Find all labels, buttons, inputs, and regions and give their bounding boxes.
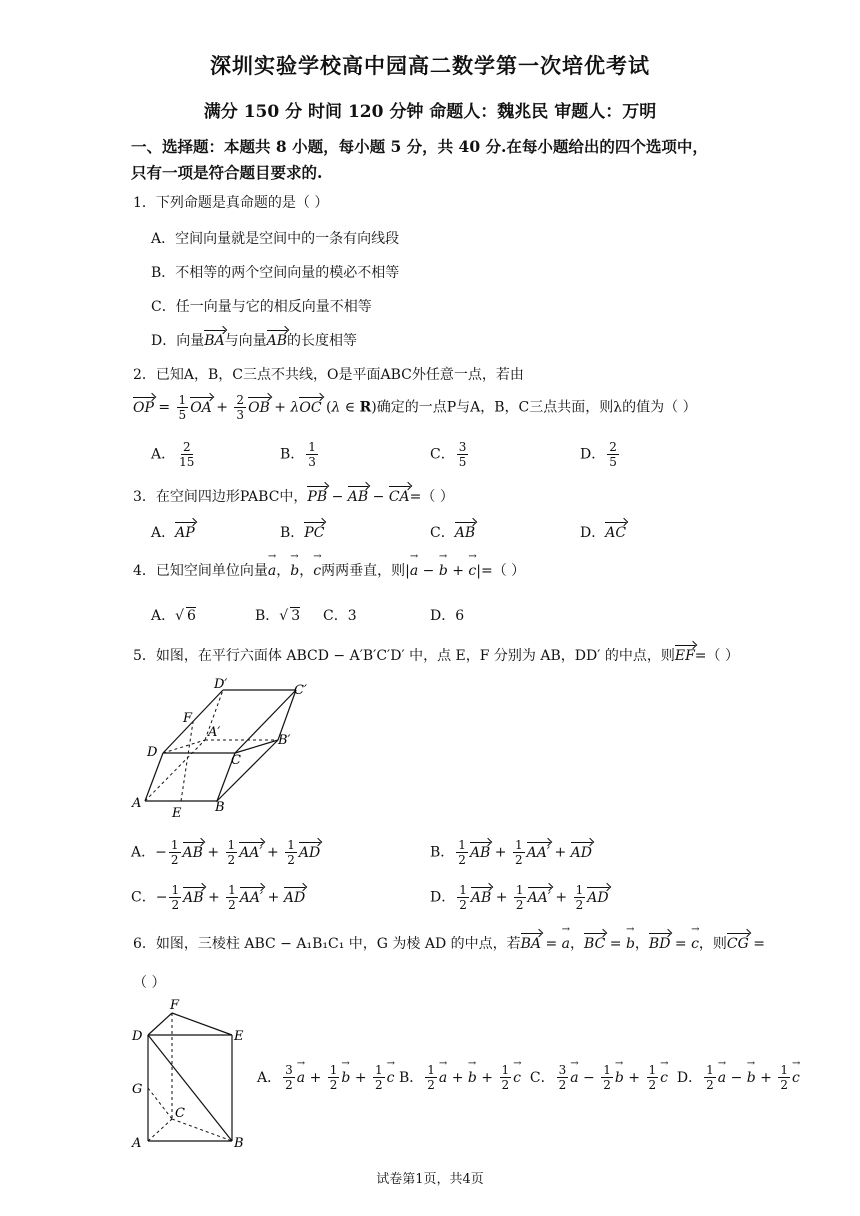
- q6-stem: 6．如图，三棱柱 ABC − A₁B₁C₁ 中，G 为棱 AD 的中点，若BA = → a，BC = → b，BD = → c，则CG =: [133, 933, 765, 953]
- q6-paren: （ ）: [133, 975, 166, 991]
- q5-option-b: B． $\frac{1}{2}$ AB + $\frac{1}{2}$ AA′ + AD: [430, 838, 593, 867]
- label-a: A: [132, 1136, 142, 1151]
- q6-options: [257, 1063, 800, 1092]
- q2-condition: OP = $\frac{1}{5}$ OA + $\frac{2}{3}$ OB + λOC (λ ∈ R)确定的一点P与A，B，C三点共面，则λ的值为（ ）: [133, 393, 697, 422]
- q2-option-c: C． $\frac{3}{5}$: [430, 440, 467, 469]
- q1-option-c: C．任一向量与它的相反向量不相等: [151, 299, 372, 315]
- q1-option-b: B．不相等的两个空间向量的模必不相等: [151, 265, 400, 281]
- q6-option-b: B． $\frac{1}{2}$ → a + → b + $\frac{1}{2}$ → c: [399, 1070, 521, 1086]
- q2-option-a: A． $\frac{2}{15}$: [151, 440, 195, 469]
- label-d: D: [132, 1029, 143, 1044]
- q6-option-d: D． $\frac{1}{2}$ → a − → b + $\frac{1}{2}$ → c: [677, 1070, 800, 1086]
- q1-stem: 1．下列命题是真命题的是（ ）: [133, 195, 329, 211]
- q3-option-a: A．AP: [151, 525, 195, 541]
- q6-option-c: C． $\frac{3}{2}$ → a − $\frac{1}{2}$ → b + $\frac{1}{2}$ → c: [530, 1070, 668, 1086]
- q5-option-d: D． $\frac{1}{2}$ AB + $\frac{1}{2}$ AA′ + $\frac{1}{2}$ AD: [430, 883, 609, 912]
- label-b-prime: B′: [278, 733, 291, 748]
- section-heading-line1: 一、选择题：本题共 8 小题，每小题 5 分，共 40 分.在每小题给出的四个选项中，: [131, 137, 708, 156]
- label-a-prime: A′: [208, 725, 221, 740]
- q4-option-b: B．√ 3: [255, 608, 301, 624]
- label-c-prime: C′: [294, 683, 307, 698]
- q3-option-d: D．AC: [580, 525, 627, 541]
- label-g: G: [132, 1082, 143, 1097]
- q4-stem: 4．已知空间单位向量→ a，→ b，→ c两两垂直，则|→ a − → b + → c|=（ ）: [133, 560, 525, 580]
- label-f: F: [170, 998, 180, 1013]
- label-c: C: [231, 753, 241, 768]
- label-d: D: [147, 745, 158, 760]
- q4-option-d: D．6: [430, 608, 465, 624]
- label-f: F: [183, 711, 193, 726]
- q4-option-a: A．√ 6: [151, 608, 196, 624]
- q2-option-d: D． $\frac{2}{5}$: [580, 440, 617, 469]
- exam-info: 满分 150 分 时间 120 分钟 命题人：魏兆民 审题人：万明: [203, 102, 657, 122]
- q1-option-a: A．空间向量就是空间中的一条有向线段: [151, 231, 400, 247]
- q5-option-c: C．− $\frac{1}{2}$ AB + $\frac{1}{2}$ AA′ + AD: [131, 883, 306, 912]
- label-e: E: [172, 806, 182, 820]
- q6-option-a: A． $\frac{3}{2}$ → a + $\frac{1}{2}$ → b + $\frac{1}{2}$ → c: [257, 1070, 395, 1086]
- q5-stem: 5．如图，在平行六面体 ABCD − A′B′C′D′ 中，点 E，F 分别为 AB，DD′ 的中点，则EF=（ ）: [133, 648, 739, 664]
- q3-option-b: B．PC: [280, 525, 325, 541]
- label-b: B: [215, 800, 225, 815]
- page-footer: 试卷第1页，共4页: [376, 1172, 484, 1187]
- vector-ba: BA: [204, 333, 225, 349]
- q2-stem: 2．已知A，B，C三点不共线，O是平面ABC外任意一点，若由: [133, 367, 524, 383]
- q3-option-c: C．AB: [430, 525, 476, 541]
- section-heading-line2: 只有一项是符合题目要求的.: [131, 163, 323, 182]
- label-b: B: [234, 1136, 244, 1151]
- vector-ab: AB: [266, 333, 288, 349]
- q3-stem: 3．在空间四边形PABC中，PB − AB − CA=（ ）: [133, 489, 454, 505]
- triangular-prism-figure: [128, 995, 250, 1155]
- q1-option-d: D．向量BA与向量AB的长度相等: [151, 333, 358, 349]
- q5-option-a: A．− $\frac{1}{2}$ AB + $\frac{1}{2}$ AA′ + $\frac{1}{2}$ AD: [131, 838, 321, 867]
- q4-option-c: C．3: [323, 608, 357, 624]
- parallelepiped-figure: [128, 675, 328, 820]
- label-a: A: [132, 796, 142, 811]
- q2-option-b: B． $\frac{1}{3}$: [280, 440, 316, 469]
- label-e: E: [234, 1029, 244, 1044]
- label-d-prime: D′: [214, 677, 228, 692]
- page-title: 深圳实验学校高中园高二数学第一次培优考试: [210, 53, 650, 78]
- label-c: C: [175, 1106, 185, 1121]
